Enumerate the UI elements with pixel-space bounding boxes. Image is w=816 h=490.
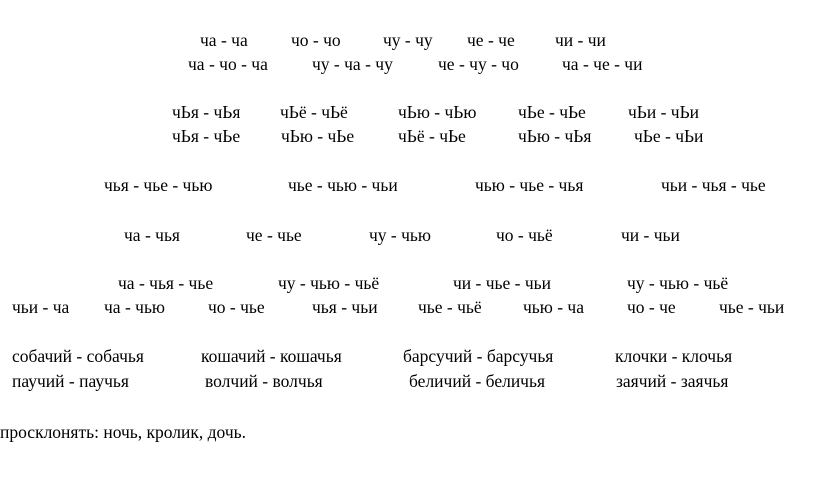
- word-pair-3: беличий - беличья: [409, 371, 546, 391]
- word-pair-1: собачий - собачья: [12, 346, 144, 366]
- triple-2: чу - ча - чу: [312, 54, 393, 74]
- pair-2: че - чье: [246, 225, 302, 245]
- pair-1: чЬя - чЬя: [172, 102, 241, 122]
- pair-4: чо - чьё: [496, 225, 553, 245]
- pair-5: чЬи - чЬи: [628, 102, 700, 122]
- syllable-row-5: [0, 174, 816, 196]
- word-pair-3: барсучий - барсучья: [403, 346, 554, 366]
- triple-4: чу - чью - чьё: [627, 273, 729, 293]
- triple-3: чью - чье - чья: [475, 175, 584, 195]
- triple-4: ча - че - чи: [562, 54, 643, 74]
- pair-1: ча - чья: [124, 225, 180, 245]
- word-pair-2: кошачий - кошачья: [201, 346, 342, 366]
- word-row-1: [0, 345, 816, 367]
- pair-8: чье - чьи: [719, 297, 785, 317]
- triple-2: чье - чью - чьи: [288, 175, 398, 195]
- pair-4: чья - чьи: [312, 297, 378, 317]
- word-pair-4: клочки - клочья: [615, 346, 733, 366]
- triple-1: чья - чье - чью: [104, 175, 213, 195]
- pair-2: ча - чью: [104, 297, 166, 317]
- syllable-row-3: [0, 101, 816, 123]
- pair-1: ча - ча: [200, 30, 248, 50]
- pair-2: чЬё - чЬё: [280, 102, 348, 122]
- pair-5: чЬе - чЬи: [634, 126, 704, 146]
- pair-2: чЬю - чЬе: [281, 126, 355, 146]
- pair-5: чи - чи: [555, 30, 606, 50]
- pair-1: чьи - ча: [12, 297, 70, 317]
- task-text: просклонять: ночь, кролик, дочь.: [0, 422, 247, 442]
- pair-4: че - че: [467, 30, 515, 50]
- pair-2: чо - чо: [291, 30, 341, 50]
- syllable-row-1: [0, 29, 816, 51]
- triple-1: ча - чо - ча: [188, 54, 268, 74]
- pair-3: чЬю - чЬю: [398, 102, 477, 122]
- word-row-2: [0, 370, 816, 392]
- pair-3: чу - чью: [369, 225, 431, 245]
- word-pair-4: заячий - заячья: [616, 371, 729, 391]
- triple-2: чу - чью - чьё: [278, 273, 380, 293]
- syllable-row-7: [0, 272, 816, 294]
- word-pair-2: волчий - волчья: [205, 371, 323, 391]
- word-pair-1: паучий - паучья: [12, 371, 129, 391]
- pair-3: чЬё - чЬе: [398, 126, 466, 146]
- task-line: [0, 421, 816, 443]
- triple-1: ча - чья - чье: [118, 273, 214, 293]
- pair-4: чЬе - чЬе: [518, 102, 586, 122]
- syllable-row-6: [0, 224, 816, 246]
- pair-3: чо - чье: [208, 297, 265, 317]
- pair-6: чью - ча: [523, 297, 585, 317]
- pair-7: чо - че: [627, 297, 676, 317]
- syllable-row-4: [0, 125, 816, 147]
- syllable-row-2: [0, 53, 816, 75]
- triple-3: чи - чье - чьи: [453, 273, 552, 293]
- pair-1: чЬя - чЬе: [172, 126, 241, 146]
- pair-5: чье - чьё: [418, 297, 482, 317]
- pair-5: чи - чьи: [621, 225, 680, 245]
- pair-4: чЬю - чЬя: [518, 126, 592, 146]
- triple-4: чьи - чья - чье: [661, 175, 766, 195]
- triple-3: че - чу - чо: [438, 54, 519, 74]
- syllable-row-8: [0, 296, 816, 318]
- pair-3: чу - чу: [383, 30, 433, 50]
